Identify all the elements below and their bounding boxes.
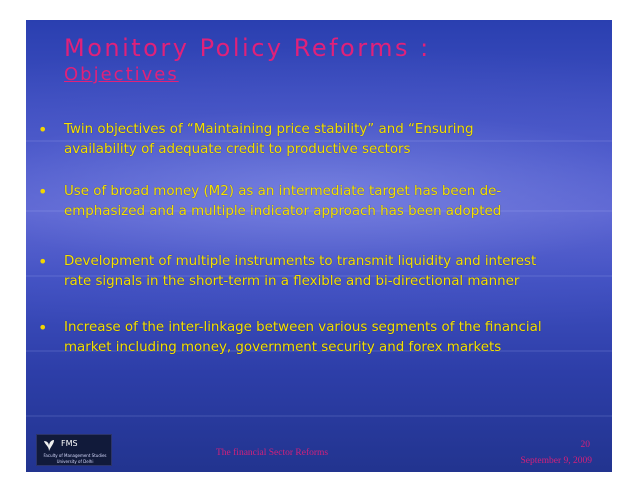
leaf-emblem-icon: [42, 438, 56, 452]
bullet-item: [34, 182, 594, 222]
slide-subtitle: Objectives: [64, 64, 179, 85]
footer-date: September 9, 2009: [520, 456, 592, 466]
bullet-text: Use of broad money (M2) as an intermediate target has been de- emphasized and a multiple indicator approach has been adopted: [64, 184, 502, 219]
bullet-item: [34, 252, 594, 292]
bullet-marker: •: [38, 318, 48, 337]
slide: [26, 20, 612, 472]
slide-title: Monitory Policy Reforms :: [64, 34, 431, 62]
bullet-marker: •: [38, 182, 48, 201]
bullet-marker: •: [38, 120, 48, 139]
logo-faculty: Faculty of Management Studies: [43, 453, 107, 458]
bullet-item: [34, 120, 594, 160]
logo-university: University of Delhi: [56, 459, 94, 464]
bullet-text: Increase of the inter-linkage between various segments of the financial market including money, government security and forex markets: [64, 320, 542, 355]
logo-abbr: FMS: [61, 439, 78, 448]
page-number: 20: [580, 440, 590, 450]
fms-logo: [36, 434, 112, 466]
bullet-text: Development of multiple instruments to transmit liquidity and interest rate signals in the short-term in a flexible and bi-directional manner: [64, 254, 537, 289]
footer-title: The financial Sector Reforms: [216, 448, 329, 458]
water-sheen: [26, 415, 612, 417]
bullet-text: Twin objectives of “Maintaining price stability” and “Ensuring availability of adequate credit to productive sectors: [64, 122, 474, 157]
bullet-marker: •: [38, 252, 48, 271]
bullet-item: [34, 318, 594, 358]
